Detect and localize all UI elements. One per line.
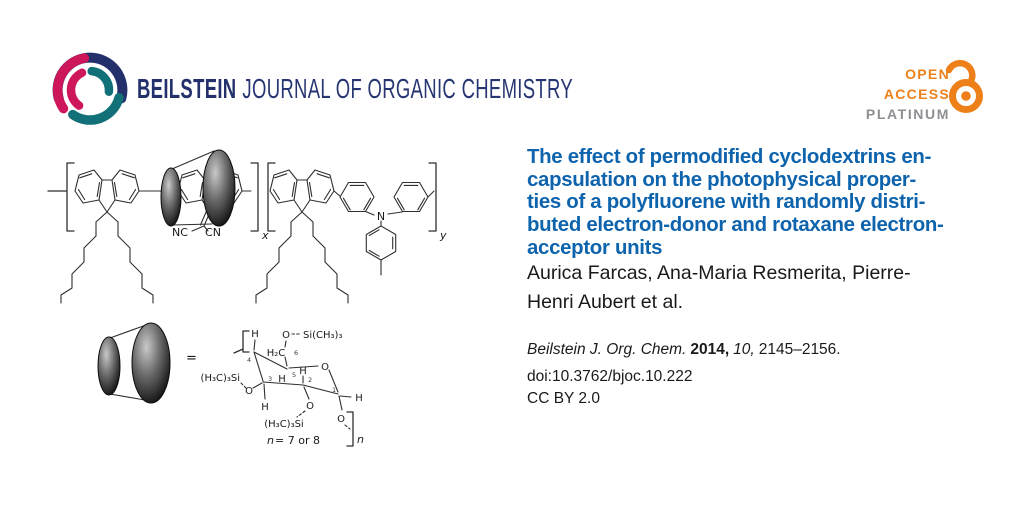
cyclodextrin-cone bbox=[161, 150, 235, 226]
repeat-bracket-open-1 bbox=[48, 163, 74, 231]
author-list bbox=[527, 259, 997, 316]
h-label-c1: H bbox=[355, 393, 363, 404]
h-label-c5: H bbox=[278, 374, 286, 385]
citation-pages: 2145–2156. bbox=[758, 341, 841, 358]
triphenylamine-group bbox=[334, 183, 434, 276]
authors-line: Aurica Farcas, Ana-Maria Resmerita, Pierre- bbox=[527, 262, 911, 284]
doi-and-license bbox=[527, 366, 692, 409]
ring-number-3: 3 bbox=[268, 375, 273, 383]
o-label-glycosidic: O bbox=[337, 414, 345, 425]
title-line: The effect of permodified cyclodextrins en- bbox=[527, 146, 932, 168]
cyclodextrin-cone-symbol bbox=[98, 323, 170, 403]
ring-number-1: 1 bbox=[332, 386, 337, 394]
h-label-c2: H bbox=[299, 366, 307, 377]
octyl-chain-left bbox=[61, 222, 96, 303]
title-line: capsulation on the photophysical proper- bbox=[527, 168, 917, 191]
subscript-y: y bbox=[440, 229, 447, 242]
open-access-line-platinum: PLATINUM bbox=[865, 106, 950, 122]
ring-number-4: 4 bbox=[247, 356, 252, 364]
fluorene-unit-2 bbox=[256, 170, 348, 303]
title-line: acceptor units bbox=[527, 236, 663, 259]
open-access-line-open: OPEN bbox=[905, 66, 950, 82]
rotaxane-acceptor-unit bbox=[161, 150, 251, 239]
tms-label-bottom: (H₃C)₃Si bbox=[264, 419, 304, 430]
license-text: CC BY 2.0 bbox=[527, 389, 600, 407]
doi-text: doi:10.3762/bjoc.10.222 bbox=[527, 368, 693, 385]
h-label-c3: H bbox=[261, 402, 269, 413]
tms-label-left: (H₃C)₃Si bbox=[200, 373, 240, 384]
brand-beilstein: BEILSTEIN bbox=[137, 73, 237, 104]
brand-journal-name: JOURNAL OF ORGANIC CHEMISTRY bbox=[242, 73, 574, 104]
title-line: buted electron-donor and rotaxane electron- bbox=[527, 214, 944, 237]
h-label-c4: H bbox=[251, 329, 259, 340]
open-access-line-access: ACCESS bbox=[883, 86, 950, 102]
ring-number-2: 2 bbox=[308, 376, 313, 384]
o-label-c2: O bbox=[306, 401, 314, 412]
repeat-bracket-close-x bbox=[251, 163, 269, 242]
fluorene-unit-1 bbox=[61, 170, 178, 303]
svg-text:= 7 or 8: = 7 or 8 bbox=[275, 434, 320, 447]
glucose-unit bbox=[201, 329, 364, 447]
o-label-c3: O bbox=[245, 386, 253, 397]
tms-label-top: Si(CH₃)₃ bbox=[303, 330, 343, 341]
subscript-x: x bbox=[262, 229, 269, 242]
article-title bbox=[527, 146, 1005, 260]
nitrogen-label: N bbox=[376, 210, 386, 223]
o-label-ring: O bbox=[321, 362, 329, 373]
citation-volume: 10, bbox=[733, 341, 755, 358]
nitrile-label-cn: CN bbox=[205, 226, 221, 239]
svg-text:n: n bbox=[267, 434, 274, 447]
citation-year: 2014, bbox=[690, 341, 730, 358]
n-equation bbox=[267, 434, 320, 447]
ring-number-5: 5 bbox=[292, 371, 297, 379]
subscript-n: n bbox=[357, 433, 364, 446]
nitrile-label-nc: NC bbox=[172, 226, 188, 239]
o-label-c6: O bbox=[282, 330, 290, 341]
journal-citation bbox=[527, 341, 841, 359]
octyl-chain-right bbox=[118, 222, 153, 303]
repeat-bracket-close-y bbox=[429, 163, 447, 242]
authors-line: Henri Aubert et al. bbox=[527, 290, 684, 313]
citation-journal: Beilstein J. Org. Chem. bbox=[527, 341, 687, 358]
equals-sign: = bbox=[186, 351, 197, 366]
ring-number-6: 6 bbox=[294, 349, 299, 357]
h2c-label: H₂C bbox=[266, 348, 286, 359]
title-line: ties of a polyfluorene with randomly distri- bbox=[527, 191, 926, 214]
octyl-chain-right bbox=[313, 222, 348, 303]
